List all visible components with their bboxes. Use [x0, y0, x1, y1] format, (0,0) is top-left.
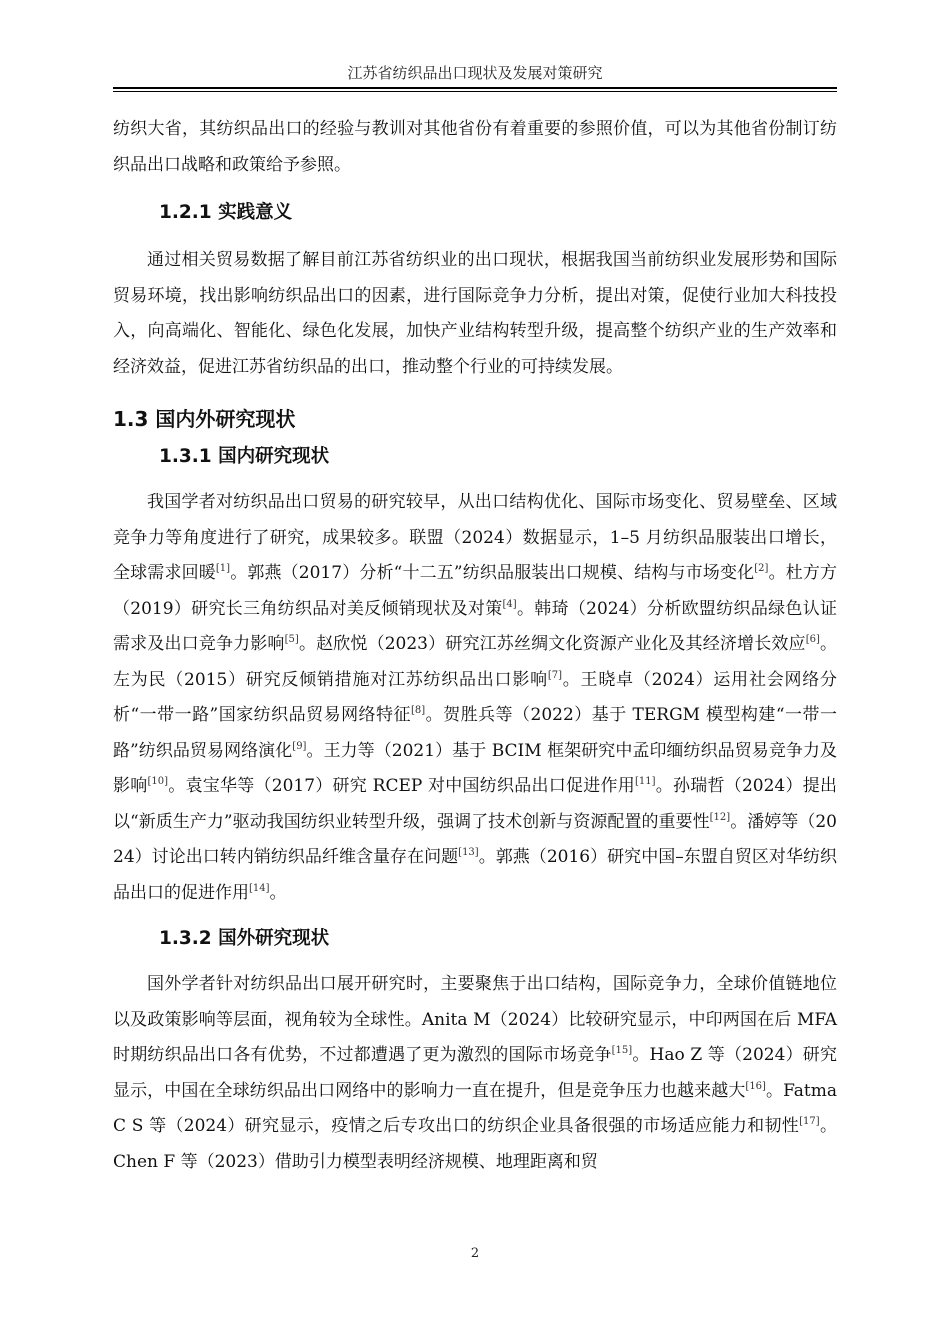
text-run: 。郭燕（2017）分析“十二五”纺织品服装出口规模、结构与市场变化 — [230, 563, 755, 583]
text-run: 。 — [269, 882, 287, 903]
text-run: 。孙瑞哲（2024）提出以“新质生产力”驱动我国纺织业转型升级，强调了技术创新与资源配置的重要性 — [113, 776, 837, 832]
section-heading-1-2-1: 1.2.1 实践意义 — [159, 202, 293, 223]
text-run: 我国学者对纺织品出口贸易的研究较早，从出口结构优化、国际市场变化、贸易壁垒、区域竞争力等角度进行了研究，成果较多。 — [113, 492, 837, 548]
citation-ref: [12] — [709, 811, 731, 823]
text-run: 。韩琦（2024）分析欧盟纺织品绿色认证需求及出口竞争力影响 — [113, 598, 838, 654]
header-rule-thick — [113, 87, 837, 89]
citation-ref: [13] — [458, 847, 479, 858]
citation-ref: [17] — [799, 1116, 820, 1127]
citation-ref: [6] — [805, 634, 820, 645]
text-run: 。袁宝华等（2017）研究 RCEP 对中国纺织品出口促进作用 — [168, 776, 635, 796]
text-run: 。杜方方（2019）研究长三角纺织品对美反倾销现状及对策 — [113, 563, 838, 619]
text-run: 。郭燕（2016）研究中国–东盟自贸区对华纺织品出口的促进作用 — [113, 847, 837, 903]
text-run: 。Hao Z 等（2024）研究显示，中国在全球纺织品出口网络中的影响力一直在提升，但是竞争压力也越来越大 — [113, 1045, 837, 1101]
citation-ref: [7] — [547, 669, 563, 681]
text-run: 。Chen F 等（2023）借助引力模型表明经济规模、地理距离和贸 — [113, 1116, 837, 1172]
text-run: 国外学者针对纺织品出口展开研究时，主要聚焦于出口结构，国际竞争力，全球价值链地位以及政策影响等层面，视角较为全球性。 — [113, 974, 837, 1030]
paragraph-domestic-research — [113, 485, 837, 911]
text-run: 。左为民（2015）研究反倾销措施对江苏纺织品出口影响 — [113, 634, 838, 690]
citation-ref: [5] — [284, 634, 299, 645]
paragraph-practical-significance: 通过相关贸易数据了解目前江苏省纺织业的出口现状，根据我国当前纺织业发展形势和国际贸易环境，找出影响纺织品出口的因素，进行国际竞争力分析，提出对策，促使行业加大科技投入，向高端化、智能化、绿色化发展，加快产业结构转型升级，提高整个纺织产业的生产效率和经济效益，促进江苏省纺织品的出口，推动整个行业的可持续发展。 — [113, 250, 837, 377]
citation-ref: [16] — [745, 1080, 766, 1092]
running-header: 江苏省纺织品出口现状及发展对策研究 — [347, 64, 603, 82]
citation-ref: [10] — [147, 776, 169, 787]
citation-ref: [11] — [634, 776, 656, 787]
text-run: 。Fatma C S 等（2024）研究显示，疫情之后专攻出口的纺织企业具备很强的市场适应能力和韧性 — [113, 1080, 838, 1136]
text-run: 。赵欣悦（2023）研究江苏丝绸文化资源产业化及其经济增长效应 — [298, 634, 806, 654]
citation-ref: [14] — [249, 882, 270, 894]
section-heading-1-3: 1.3 国内外研究现状 — [113, 407, 296, 431]
text-run: 。王力等（2021）基于 BCIM 框架研究中孟印缅纺织品贸易竞争力及影响 — [113, 740, 837, 796]
citation-ref: [2] — [754, 563, 769, 574]
page-number: 2 — [470, 1246, 480, 1261]
header-rule-thin — [113, 91, 837, 92]
section-heading-1-3-2: 1.3.2 国外研究现状 — [159, 928, 330, 949]
citation-ref: [8] — [410, 705, 426, 716]
text-run: 。王晓卓（2024）运用社会网络分析“一带一路”国家纺织品贸易网络特征 — [113, 669, 838, 725]
page-body — [113, 112, 837, 1180]
paragraph-intro-continued: 纺织大省，其纺织品出口的经验与教训对其他省份有着重要的参照价值，可以为其他省份制订纺织品出口战略和政策给予参照。 — [113, 119, 837, 175]
text-run: 联盟（2024）数据显示，1–5 月纺织品服装出口增长，全球需求回暖 — [113, 527, 837, 583]
citation-ref: [4] — [502, 598, 517, 610]
text-run: 。贺胜兵等（2022）基于 TERGM 模型构建“一带一路”纺织品贸易网络演化 — [113, 705, 838, 761]
section-heading-1-3-1: 1.3.1 国内研究现状 — [159, 446, 330, 467]
citation-ref: [1] — [215, 563, 231, 574]
text-run: Anita M（2024）比较研究显示，中印两国在后 MFA 时期纺织品出口各有优势，不过都遭遇了更为激烈的国际市场竞争 — [113, 1009, 838, 1065]
paragraph-foreign-research — [113, 967, 837, 1180]
citation-ref: [15] — [611, 1045, 633, 1056]
citation-ref: [9] — [292, 740, 307, 752]
text-run: 。潘婷等（2024）讨论出口转内销纺织品纤维含量存在问题 — [113, 811, 837, 867]
